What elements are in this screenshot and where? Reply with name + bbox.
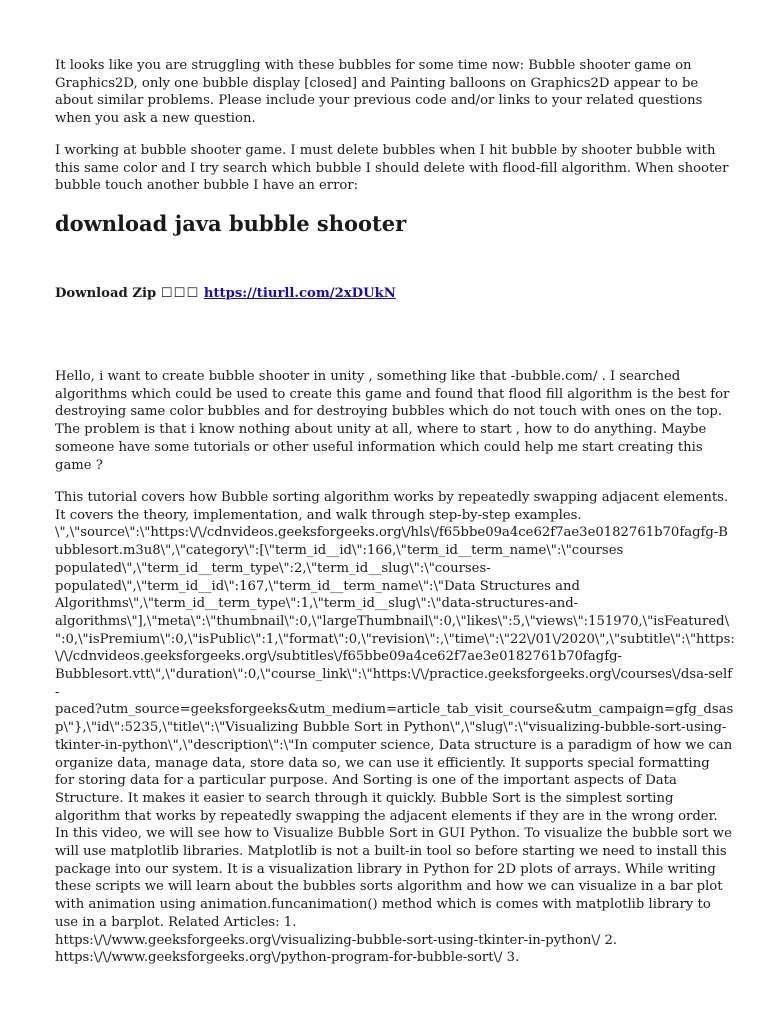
- intro-paragraph: [55, 57, 720, 128]
- paragraph-line: paced?utm_source=geeksforgeeks&utm_medium=article_tab_visit_course&utm_campaign=gfg_dsas: [55, 702, 734, 718]
- paragraph-line: these scripts we will learn about the bubbles sorts algorithm and how we can visualize in a bar plot: [55, 879, 723, 895]
- paragraph-line: \",\"source\":\"https:\/\/cdnvideos.geeksforgeeks.org\/hls\/f65bbe09a4ce62f7ae3e0182761b70fagfg-B: [55, 525, 728, 541]
- paragraph-line: organize data, manage data, store data so, we can use it efficiently. It supports special formatting: [55, 755, 710, 771]
- paragraph-line: Algorithms\",\"term_id__term_type\":1,\"term_id__slug\":\"data-structures-and-: [55, 596, 579, 612]
- paragraph-line: with animation using animation.funcanimation() method which is comes with matplotlib library to: [55, 897, 711, 913]
- paragraph-line: this same color and I try search which bubble I should delete with flood-fill algorithm. When shooter: [55, 160, 729, 176]
- paragraph-line: destroying same color bubbles and for destroying bubbles which do not touch with ones on the top.: [55, 404, 723, 420]
- paragraph-line: bubble touch another bubble I have an error:: [55, 178, 359, 194]
- paragraph-line: algorithms which could be used to create this game and found that flood fill algorithm is the best for: [55, 386, 730, 402]
- paragraph-line: It looks like you are struggling with these bubbles for some time now: Bubble shooter game on: [55, 58, 692, 73]
- paragraph-line: use in a barplot. Related Articles: 1.: [55, 914, 297, 930]
- download-line: [55, 285, 396, 303]
- paragraph-line: package into our system. It is a visualization library in Python for 2D plots of arrays. While writing: [55, 861, 716, 877]
- paragraph-line: populated\",\"term_id__term_type\":2,\"term_id__slug\":\"courses-: [55, 560, 491, 576]
- paragraph-line: about similar problems. Please include your previous code and/or links to your related questions: [55, 93, 703, 109]
- paragraph-line: Bubblesort.vtt\",\"duration\":0,\"course_link\":\"https:\/\/practice.geeksforgeeks.org\/courses\/dsa-self: [55, 667, 733, 683]
- paragraph-line: Hello, i want to create bubble shooter in unity , something like that -bubble.com/ . I searched: [55, 369, 681, 384]
- page-heading: download java bubble shooter: [55, 211, 407, 236]
- paragraph-line: Structure. It makes it easier to search through it quickly. Bubble Sort is the simplest sorting: [55, 790, 674, 806]
- paragraph-line: populated\",\"term_id__id\":167,\"term_id__term_name\":\"Data Structures and: [55, 578, 580, 594]
- paragraph-line: will use matplotlib libraries. Matplotlib is not a built-in tool so before starting we need to install this: [55, 844, 727, 860]
- unity-question-paragraph: [55, 368, 730, 474]
- paragraph-line: This tutorial covers how Bubble sorting algorithm works by repeatedly swapping adjacent elements.: [55, 490, 729, 505]
- download-label: Download Zip: [55, 286, 157, 301]
- paragraph-line: -: [55, 684, 60, 700]
- paragraph-line: https:\/\/www.geeksforgeeks.org\/visualizing-bubble-sort-using-tkinter-in-python\/ 2.: [55, 932, 618, 948]
- paragraph-line: p\"},\"id\":5235,\"title\":\"Visualizing Bubble Sort in Python\",\"slug\":\"visualizing-bubble-sort-using-: [55, 720, 727, 736]
- paragraph-line: someone have some tutorials or other useful information which could help me start creating this: [55, 439, 703, 455]
- paragraph-line: algorithm that works by repeatedly swapping the adjacent elements if they are in the wrong order.: [55, 808, 718, 824]
- problem-paragraph: [55, 142, 729, 195]
- paragraph-line: game ?: [55, 457, 103, 473]
- download-link[interactable]: https://tiurll.com/2xDUkN: [203, 286, 396, 301]
- paragraph-line: In this video, we will see how to Visualize Bubble Sort in GUI Python. To visualize the bubble sort we: [55, 826, 732, 842]
- placeholder-glyphs: ☐☐☐: [160, 286, 200, 301]
- paragraph-line: tkinter-in-python\",\"description\":\"In computer science, Data structure is a paradigm of how we can: [55, 737, 733, 753]
- paragraph-line: \/\/cdnvideos.geeksforgeeks.org\/subtitles\/f65bbe09a4ce62f7ae3e0182761b70fagfg-: [55, 649, 623, 665]
- paragraph-line: I working at bubble shooter game. I must delete bubbles when I hit bubble by shooter bubble with: [55, 143, 716, 158]
- paragraph-line: ubblesort.m3u8\",\"category\":[\"term_id__id\":166,\"term_id__term_name\":\"courses: [55, 543, 624, 559]
- paragraph-line: It covers the theory, implementation, and walk through step-by-step examples.: [55, 507, 582, 523]
- paragraph-line: when you ask a new question.: [55, 111, 256, 127]
- paragraph-line: Graphics2D, only one bubble display [closed] and Painting balloons on Graphics2D appear to be: [55, 75, 699, 91]
- paragraph-line: algorithms\"],\"meta\":\"thumbnail\":0,\"largeThumbnail\":0,\"likes\":5,\"views\":151970,\"isFeatured\: [55, 613, 730, 629]
- paragraph-line: ":0,\"isPremium\":0,\"isPublic\":1,\"format\":0,\"revision\":,\"time\":\"22\/01\/2020\",\"subtitle\":\"https:: [55, 631, 735, 647]
- tutorial-paragraph: [55, 489, 735, 967]
- paragraph-line: The problem is that i know nothing about unity at all, where to start , how to do anything. Maybe: [55, 422, 707, 438]
- paragraph-line: for storing data for a particular purpose. And Sorting is one of the important aspects of Data: [55, 773, 677, 789]
- paragraph-line: https:\/\/www.geeksforgeeks.org\/python-program-for-bubble-sort\/ 3.: [55, 950, 520, 966]
